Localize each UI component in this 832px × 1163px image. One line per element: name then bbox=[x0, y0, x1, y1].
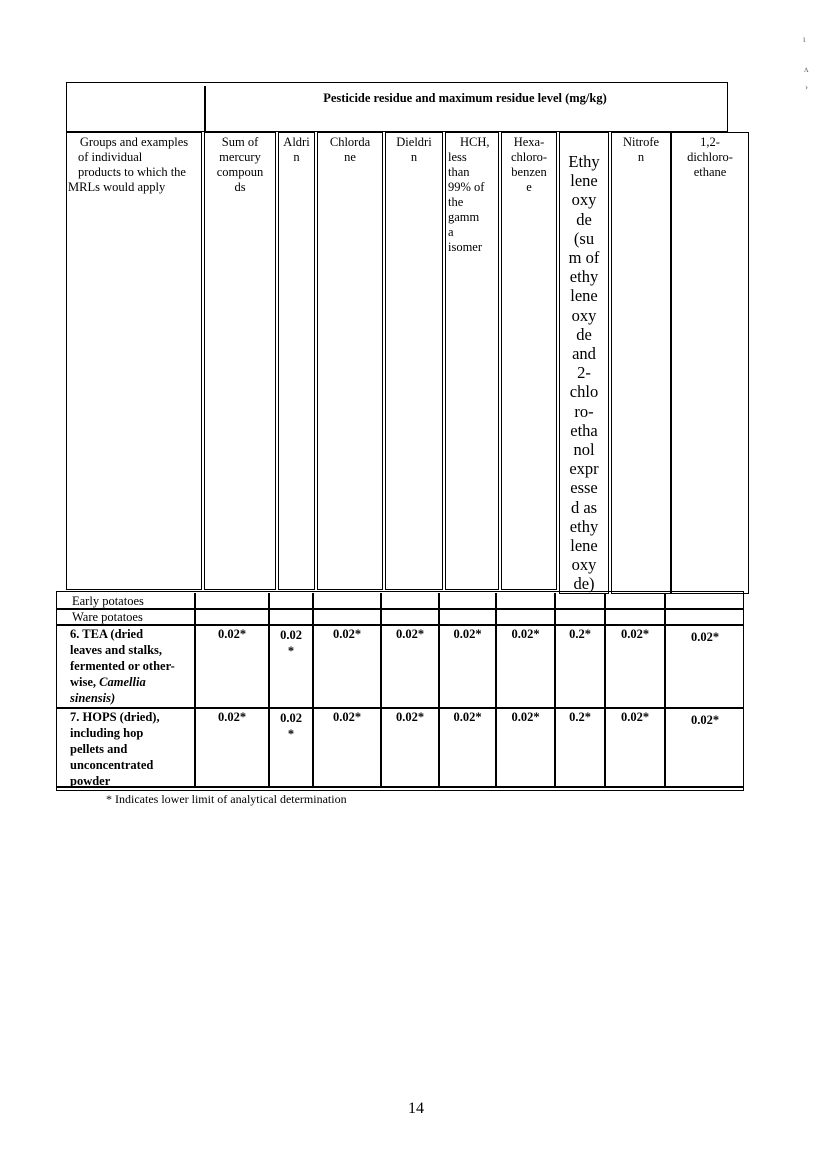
header-text: Aldri bbox=[283, 135, 310, 149]
footnote: * Indicates lower limit of analytical determination bbox=[106, 792, 347, 806]
cell-value: 0.02* bbox=[620, 627, 650, 641]
col-divider bbox=[495, 593, 497, 787]
cell-value: 0.2* bbox=[569, 627, 591, 641]
scan-artifact: ʌ bbox=[804, 64, 809, 74]
row-divider bbox=[56, 608, 744, 610]
header-text: Nitrofe bbox=[622, 135, 660, 149]
row-label-line: 6. TEA (dried bbox=[70, 627, 144, 641]
header-text: nol bbox=[573, 440, 595, 460]
header-text: ds bbox=[234, 180, 246, 194]
row-label-ware-potatoes: Ware potatoes bbox=[72, 610, 143, 624]
header-text: isomer bbox=[448, 240, 483, 254]
cell-value: 0.02* bbox=[395, 710, 425, 724]
header-text: e bbox=[526, 180, 532, 194]
header-hch-text bbox=[448, 135, 498, 255]
cell-value: 0.02* bbox=[620, 710, 650, 724]
header-text: n bbox=[293, 150, 300, 164]
header-text: Hexa- bbox=[513, 135, 545, 149]
cell-value: 0.2* bbox=[569, 710, 591, 724]
col-divider bbox=[312, 593, 314, 787]
cell-value: 0.02* bbox=[217, 627, 247, 641]
cell-value bbox=[270, 710, 312, 742]
header-text: less bbox=[448, 150, 467, 164]
header-chlordane-text bbox=[319, 135, 381, 165]
header-text: oxy bbox=[571, 305, 597, 325]
row-label-line: fermented or other- bbox=[70, 659, 175, 673]
cell-value-line: * bbox=[287, 644, 295, 658]
header-dieldrin bbox=[385, 132, 443, 590]
row-label-line: pellets and bbox=[70, 742, 128, 756]
header-text: of individual bbox=[78, 150, 143, 164]
cell-value: 0.02* bbox=[395, 627, 425, 641]
cell-value bbox=[270, 627, 312, 659]
row-label-line: including hop bbox=[70, 726, 144, 740]
header-text: benzen bbox=[511, 165, 547, 179]
header-text: n bbox=[410, 150, 418, 164]
header-text: Ethy bbox=[568, 152, 600, 171]
header-text: oxy bbox=[571, 190, 597, 210]
header-text: ethy bbox=[569, 267, 599, 287]
header-text: lene bbox=[570, 286, 598, 306]
col-divider bbox=[604, 593, 606, 787]
header-first-col bbox=[66, 132, 202, 590]
col-divider bbox=[554, 593, 556, 787]
scan-artifact: › bbox=[805, 82, 808, 92]
header-text: Groups and examples bbox=[79, 135, 189, 149]
cell-value: 0.02* bbox=[690, 630, 720, 644]
scan-artifact: ɩ bbox=[803, 34, 806, 44]
header-text: lene bbox=[570, 171, 598, 191]
table-title-box bbox=[66, 82, 728, 132]
header-chlordane bbox=[317, 132, 383, 590]
header-text: esse bbox=[570, 478, 598, 498]
header-text: de) bbox=[573, 574, 595, 594]
header-text: a bbox=[448, 225, 454, 239]
col-divider bbox=[664, 593, 666, 787]
header-mercury bbox=[204, 132, 276, 590]
header-text: expr bbox=[569, 459, 599, 479]
header-dieldrin-text bbox=[387, 135, 441, 165]
cell-value: 0.02* bbox=[453, 627, 482, 641]
header-text: ro- bbox=[574, 401, 594, 421]
cell-value: 0.02* bbox=[332, 627, 362, 641]
header-text: d as bbox=[570, 497, 598, 517]
header-text: HCH, bbox=[460, 135, 490, 149]
cell-value: 0.02* bbox=[217, 710, 247, 724]
header-dichloroethane-text bbox=[673, 135, 747, 180]
header-text: de bbox=[576, 324, 592, 344]
header-text: products to which the bbox=[78, 165, 186, 179]
header-hexachlorobenzene bbox=[501, 132, 557, 590]
header-text: than bbox=[448, 165, 470, 179]
header-aldrin-text bbox=[279, 135, 314, 165]
row-label-line: unconcentrated bbox=[70, 758, 154, 772]
header-text: n bbox=[637, 150, 645, 164]
row-label-hops bbox=[70, 709, 194, 789]
cell-value: 0.02* bbox=[511, 627, 540, 641]
header-text: MRLs would apply bbox=[68, 180, 166, 194]
cell-value: 0.02* bbox=[332, 710, 362, 724]
cell-value: 0.02* bbox=[453, 710, 482, 724]
col-divider bbox=[268, 593, 270, 787]
header-first-col-text bbox=[68, 135, 200, 195]
header-hexachlorobenzene-text bbox=[503, 135, 555, 195]
col-divider bbox=[380, 593, 382, 787]
header-text: ethane bbox=[693, 165, 727, 179]
header-text: 1,2- bbox=[700, 135, 720, 149]
header-text: ne bbox=[344, 150, 356, 164]
row-label-italic: sinensis) bbox=[70, 691, 116, 705]
table-title: Pesticide residue and maximum residue level (mg/kg) bbox=[323, 91, 607, 105]
col-divider bbox=[194, 593, 196, 787]
row-label-line: powder bbox=[70, 774, 111, 788]
header-text: Chlorda bbox=[329, 135, 371, 149]
header-text: ethy bbox=[569, 516, 599, 536]
header-text: and bbox=[572, 344, 596, 364]
header-text: Dieldri bbox=[396, 135, 432, 149]
row-label-tea bbox=[70, 626, 194, 706]
header-text: m of bbox=[568, 248, 600, 268]
header-mercury-text bbox=[206, 135, 274, 195]
row-label-italic: Camellia bbox=[99, 675, 146, 689]
header-text: dichloro- bbox=[687, 150, 733, 164]
header-dichloroethane bbox=[671, 132, 749, 594]
cell-value: 0.02* bbox=[511, 710, 540, 724]
header-text: 2- bbox=[577, 363, 591, 383]
row-label-line: 7. HOPS (dried), bbox=[70, 710, 160, 724]
cell-value-line: * bbox=[287, 727, 295, 741]
header-text: mercury bbox=[219, 150, 261, 164]
row-label-early-potatoes: Early potatoes bbox=[72, 594, 144, 608]
row-label-line: leaves and stalks, bbox=[70, 643, 163, 657]
cell-value-line: 0.02 bbox=[280, 628, 302, 642]
header-text: lene bbox=[570, 536, 598, 556]
header-text: the bbox=[448, 195, 464, 209]
header-nitrofen-text bbox=[613, 135, 669, 165]
header-text: compoun bbox=[216, 165, 264, 179]
col-divider bbox=[438, 593, 440, 787]
header-aldrin bbox=[278, 132, 315, 590]
header-text: oxy bbox=[571, 555, 597, 575]
header-text: chloro- bbox=[510, 150, 548, 164]
cell-value-line: 0.02 bbox=[280, 711, 302, 725]
header-ethylene-oxide-text bbox=[560, 152, 608, 594]
page-number: 14 bbox=[408, 1100, 424, 1117]
header-text: gamm bbox=[448, 210, 480, 224]
header-text: chlo bbox=[569, 382, 599, 402]
header-text: Sum of bbox=[221, 135, 259, 149]
header-nitrofen bbox=[611, 132, 671, 594]
header-text: de bbox=[576, 209, 592, 229]
header-text: 99% of bbox=[448, 180, 485, 194]
header-text: etha bbox=[570, 420, 598, 440]
row-label-line: wise, bbox=[70, 675, 100, 689]
cell-value: 0.02* bbox=[690, 713, 720, 727]
header-text: (su bbox=[573, 228, 595, 248]
